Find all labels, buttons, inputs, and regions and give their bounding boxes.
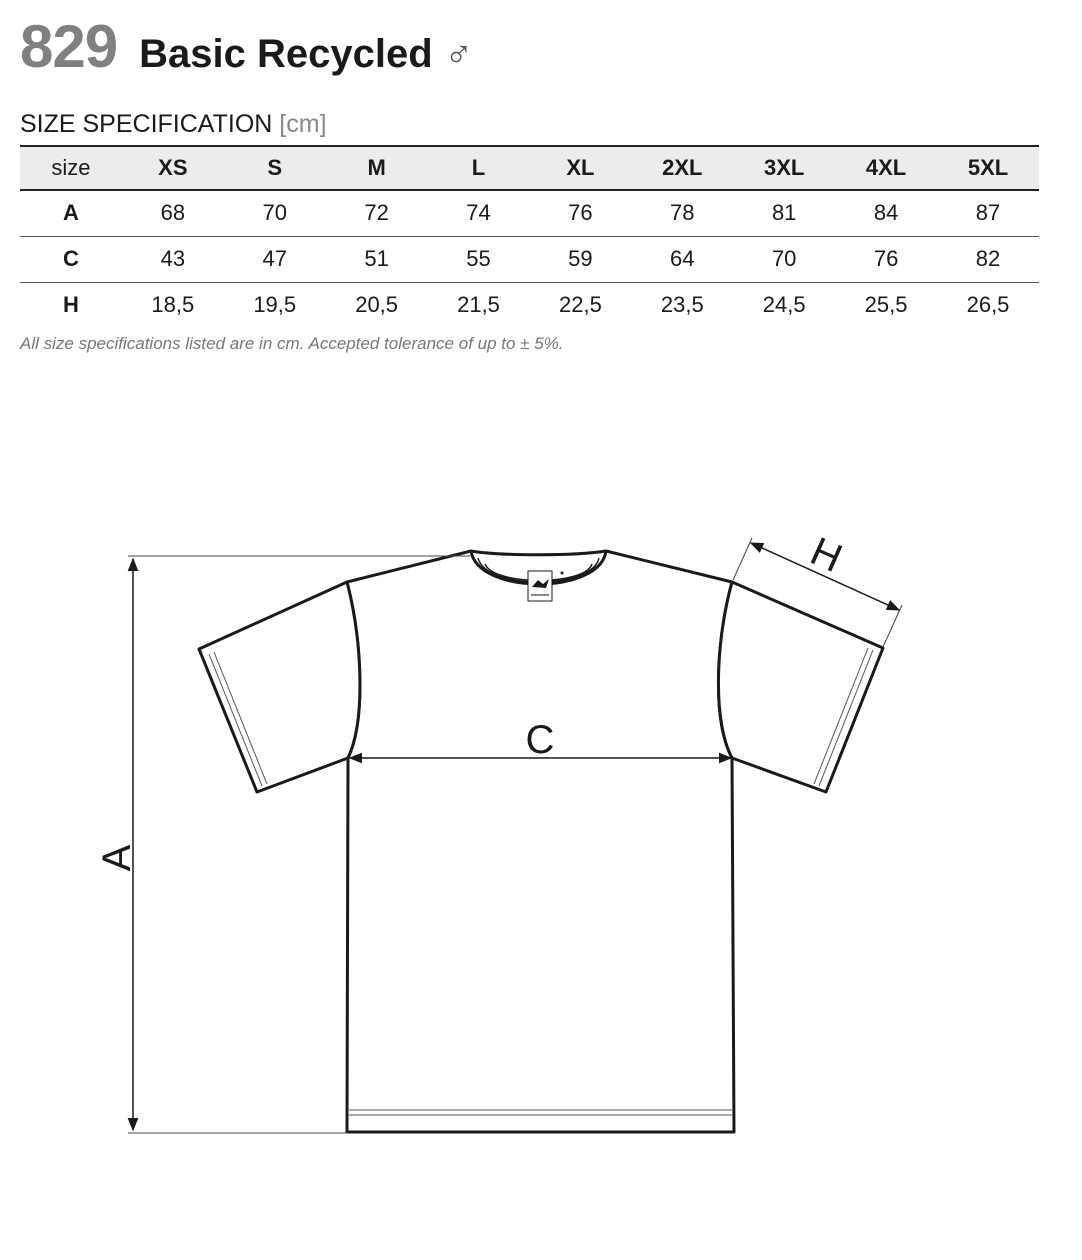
column-header: 5XL <box>937 146 1039 190</box>
table-cell: 21,5 <box>428 282 530 328</box>
column-header: L <box>428 146 530 190</box>
table-cell: 74 <box>466 200 491 226</box>
table-cell: 18,5 <box>122 282 224 328</box>
table-cell: 20,5 <box>326 282 428 328</box>
left-sleeve <box>199 582 360 792</box>
tolerance-note: All size specifications listed are in cm. Accepted tolerance of up to ± 5%. <box>20 334 564 353</box>
table-cell: 70 <box>733 236 835 282</box>
table-cell: 25,5 <box>835 282 937 328</box>
product-name: Basic Recycled <box>139 32 433 76</box>
table-cell: 87 <box>975 200 1001 226</box>
product-code: 829 <box>20 13 118 80</box>
row-label: C <box>20 236 122 282</box>
size-spec-label: SIZE SPECIFICATION <box>20 110 273 138</box>
table-cell: 82 <box>937 236 1039 282</box>
table-cell: 84 <box>873 200 899 226</box>
table-cell: 26,5 <box>937 282 1039 328</box>
column-header: 2XL <box>631 146 733 190</box>
dimension-a-label: A <box>95 844 139 872</box>
table-cell: 68 <box>160 200 186 226</box>
tshirt-outline <box>199 551 883 1132</box>
column-header: M <box>326 146 428 190</box>
column-header: 4XL <box>835 146 937 190</box>
table-cell: 76 <box>835 236 937 282</box>
dimension-h-label: H <box>804 529 849 582</box>
column-header: XL <box>529 146 631 190</box>
table-cell: 59 <box>529 236 631 282</box>
table-cell: 55 <box>428 236 530 282</box>
table-cell: 78 <box>670 200 695 226</box>
table-cell: 51 <box>326 236 428 282</box>
row-label: A <box>63 200 79 226</box>
table-cell: 81 <box>771 200 797 226</box>
table-cell: 43 <box>122 236 224 282</box>
table-cell: 47 <box>224 236 326 282</box>
column-header: S <box>224 146 326 190</box>
table-cell: 64 <box>631 236 733 282</box>
male-symbol-icon: ♂ <box>444 34 474 76</box>
table-cell: 22,5 <box>529 282 631 328</box>
table-cell: 72 <box>364 200 389 226</box>
dimension-c-label: C <box>525 718 555 762</box>
table-cell: 76 <box>568 200 593 226</box>
size-spec-unit: [cm] <box>279 110 327 138</box>
table-cell: 23,5 <box>631 282 733 328</box>
tshirt-body <box>347 551 734 1132</box>
row-label: H <box>20 282 122 328</box>
column-header: size <box>20 146 122 190</box>
column-header: XS <box>122 146 224 190</box>
table-cell: 19,5 <box>224 282 326 328</box>
table-cell: 70 <box>262 200 287 226</box>
column-header: 3XL <box>733 146 835 190</box>
table-cell: 24,5 <box>733 282 835 328</box>
